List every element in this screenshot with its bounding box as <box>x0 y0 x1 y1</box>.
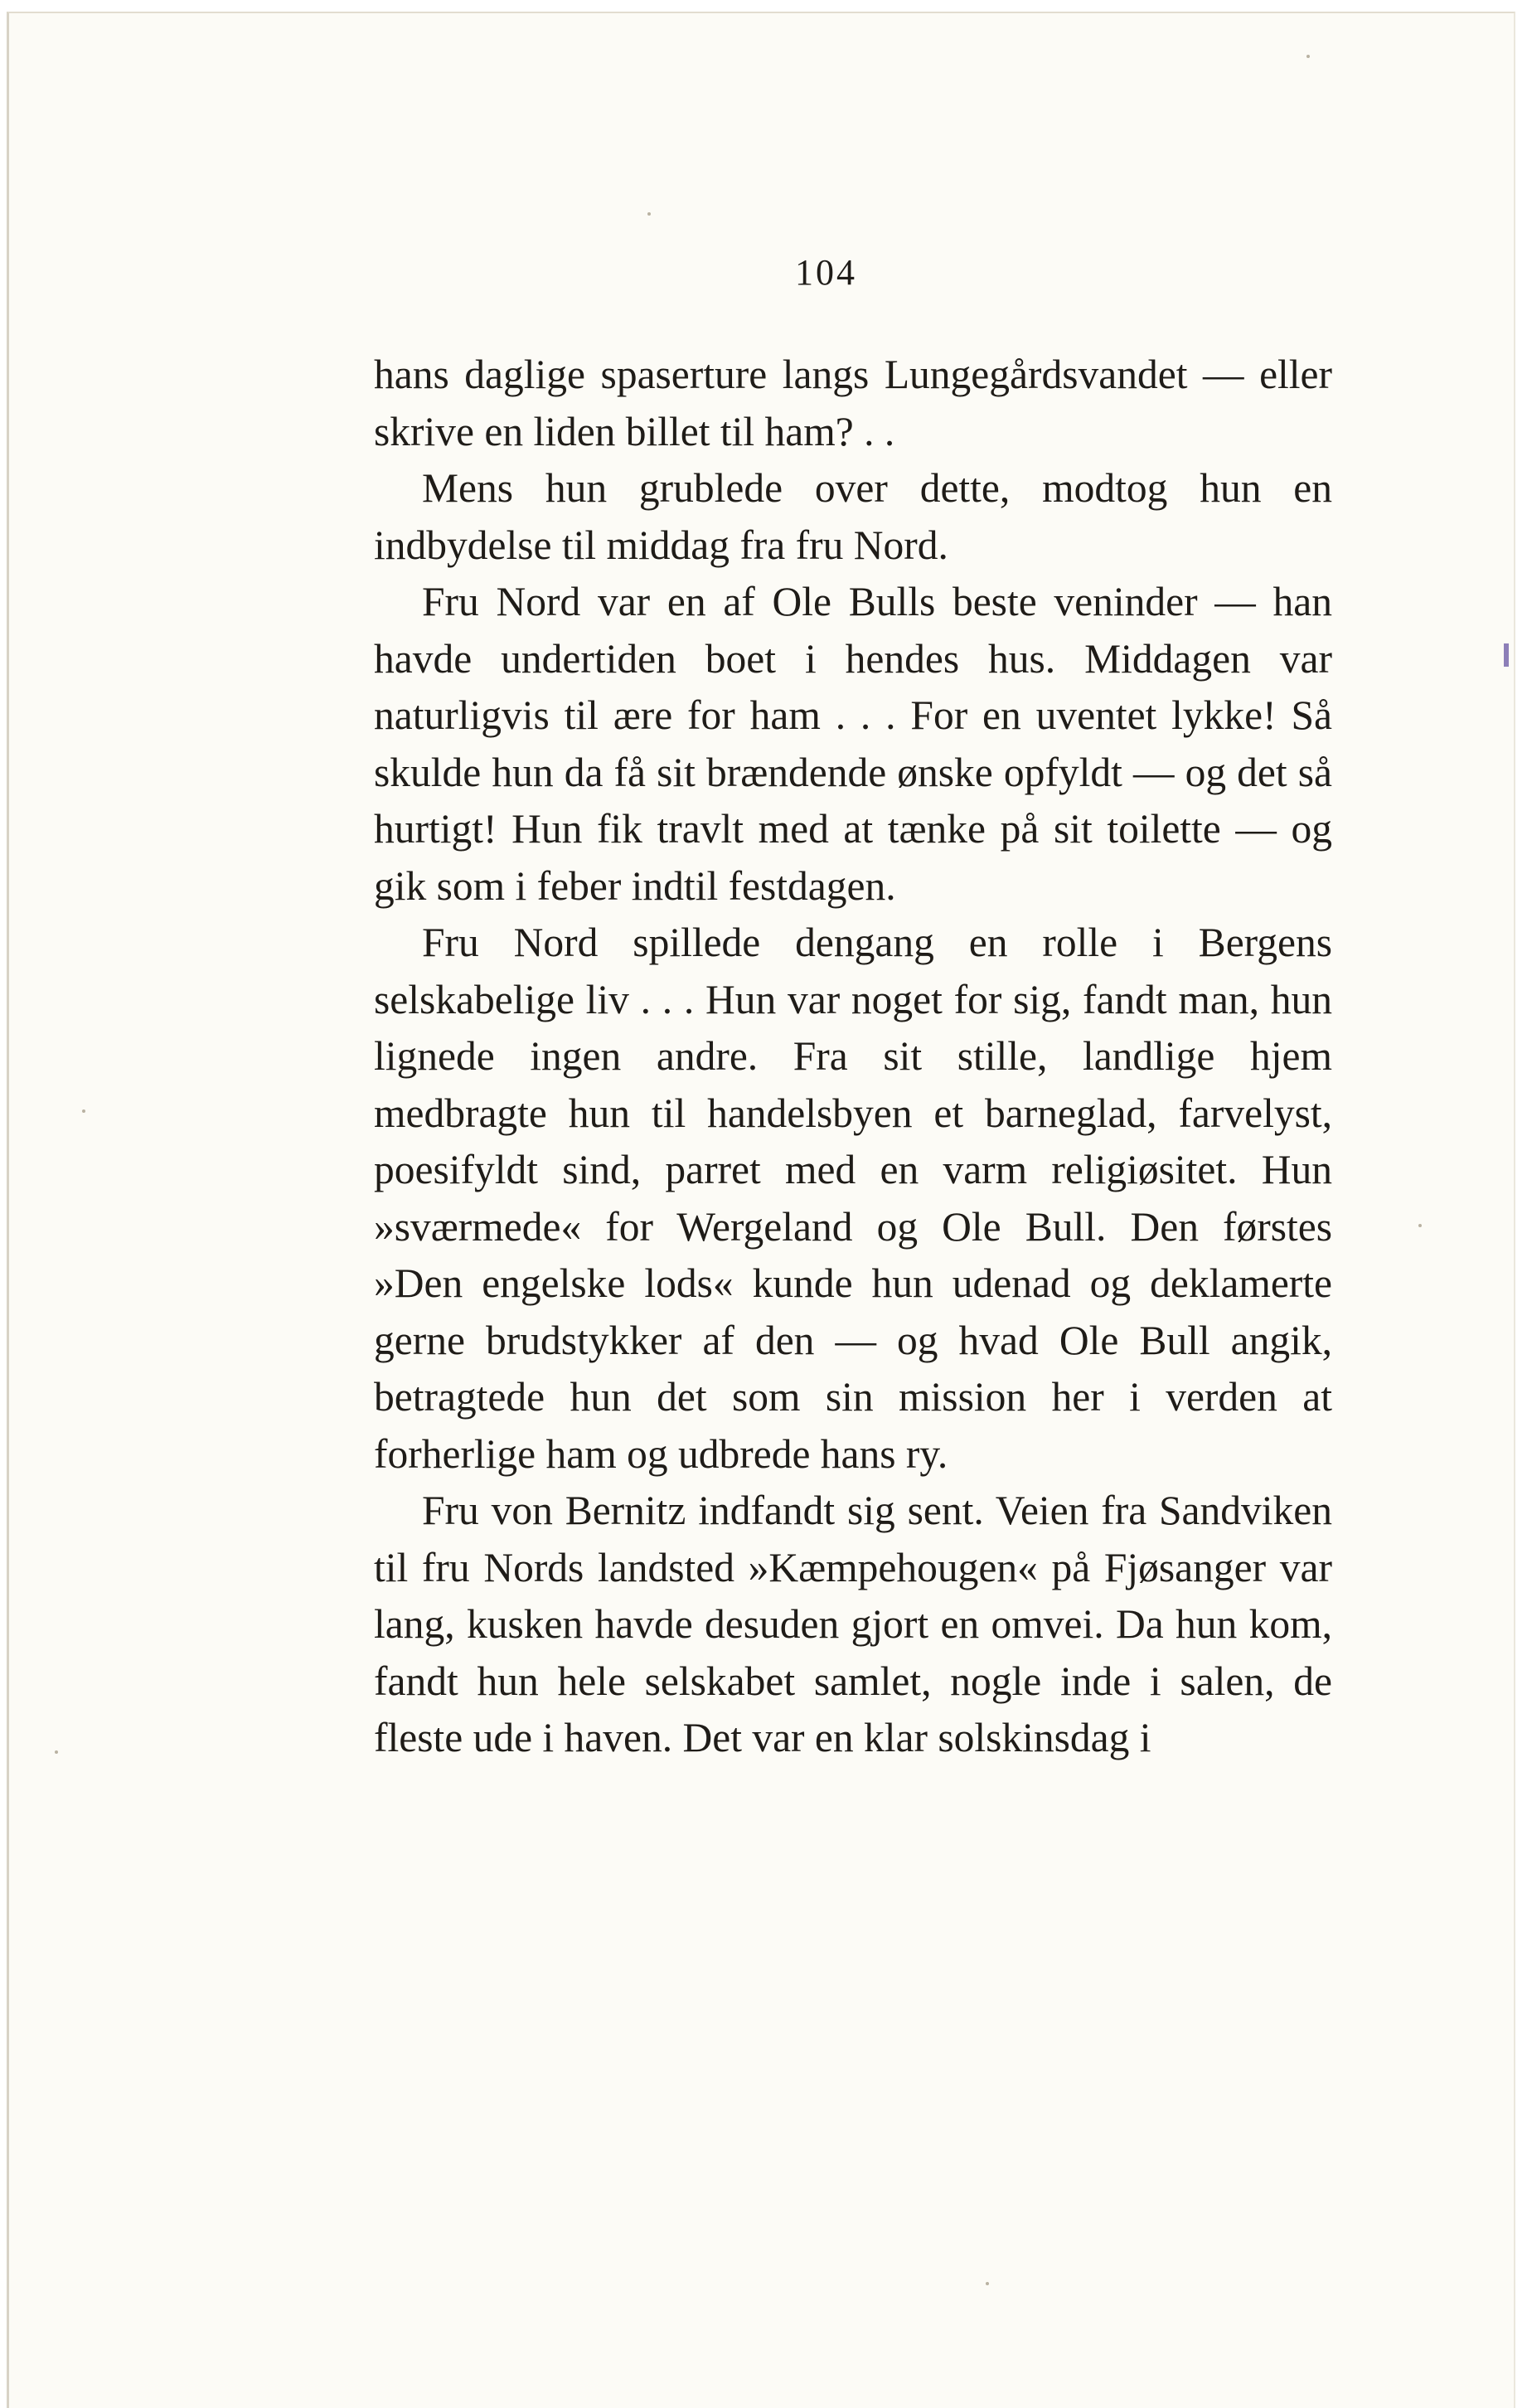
paragraph-5: Fru von Bernitz indfandt sig sent. Veien fra Sandviken til fru Nords landsted »Kæmpehougen« på Fjøsanger var lang, kusken havde desuden gjort en omvei. Da hun kom, fandt hun hele selskabet samlet, nogle inde i salen, de fleste ude i haven. Det var en klar solskinsdag i <box>374 1488 1332 1760</box>
paragraph-4: Fru Nord spillede dengang en rolle i Bergens selskabelige liv . . . Hun var noget for sig, fandt man, hun lignede ingen andre. Fra sit stille, landlige hjem medbragte hun til handelsbyen et barneglad, farvelyst, poesifyldt sind, parret med en varm religiøsitet. Hun »sværmede« for Wergeland og Ole Bull. Den førstes »Den engelske lods« kunde hun udenad og deklamerte gerne brudstykker af den — og hvad Ole Bull angik, betragtede hun det som sin mission her i verden at forherlige ham og udbrede hans ry. <box>374 920 1332 1477</box>
page-number: 104 <box>795 252 857 293</box>
paper-speck <box>647 212 651 216</box>
page-edge-mark <box>1504 643 1509 667</box>
paragraph-3: Fru Nord var en af Ole Bulls beste veninder — han havde undertiden boet i hendes hus. Middagen var naturligvis til ære for ham . . . For en uventet lykke! Så skulde hun da få sit brændende ønske opfyldt — og det så hurtigt! Hun fik travlt med at tænke på sit toilette — og gik som i feber indtil festdagen. <box>374 579 1332 909</box>
paper-speck <box>82 1109 85 1113</box>
paper-speck <box>986 2282 989 2285</box>
paper-speck <box>1418 1224 1422 1227</box>
body-text <box>374 347 1332 1767</box>
paragraph-2: Mens hun grublede over dette, modtog hun en indbydelse til middag fra fru Nord. <box>374 465 1332 568</box>
paper-speck <box>1306 55 1310 58</box>
paragraph-1: hans daglige spaserture langs Lungegårdsvandet — eller skrive en liden billet til ham? . . <box>374 352 1332 454</box>
book-page <box>7 12 1515 2408</box>
paper-speck <box>55 1750 58 1754</box>
